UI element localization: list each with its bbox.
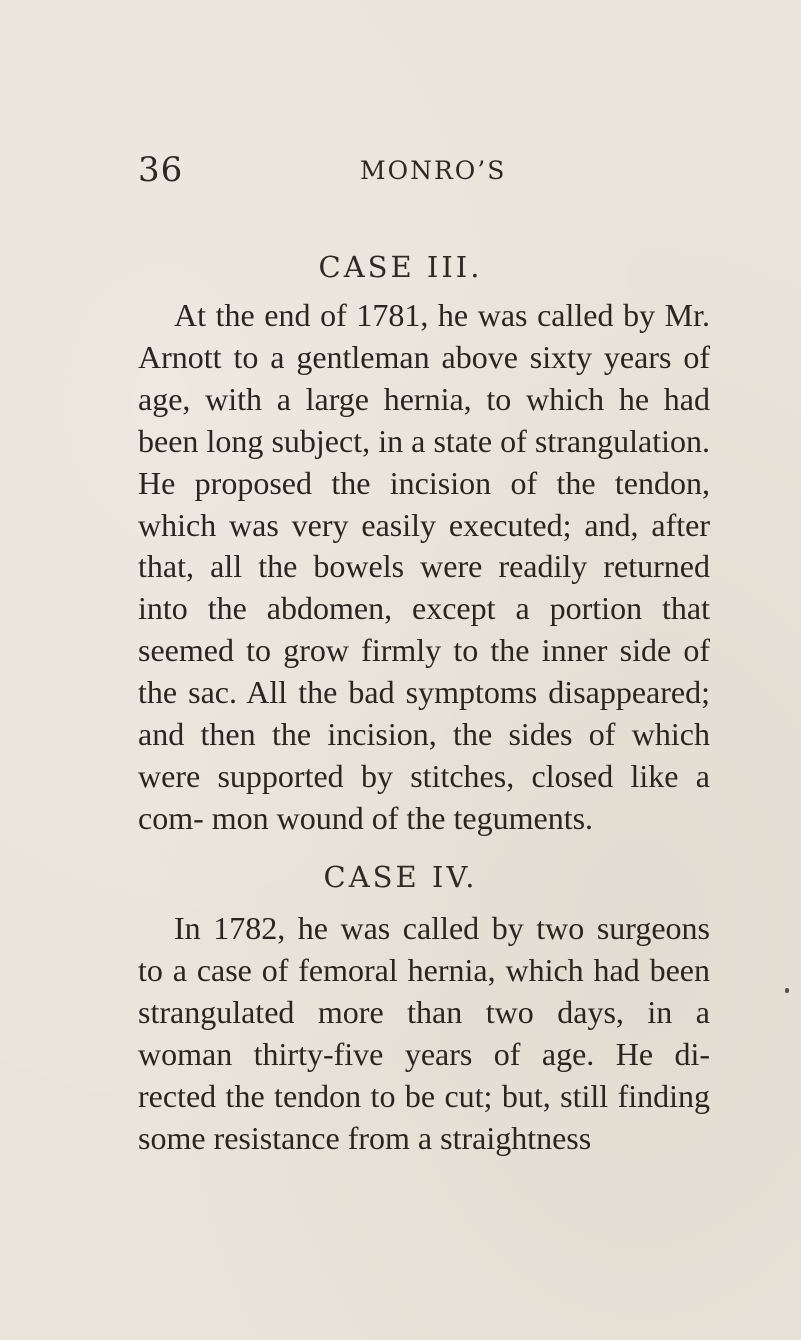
running-title: MONRO’S: [360, 156, 507, 185]
running-head: [138, 150, 710, 196]
case-iii-text: At the end of 1781, he was called by Mr. Arnott to a gentleman above sixty years of age, with a large hernia, to which he had been long subject, in a state of strangulation. He proposed the incision of the tendon, which was very easily executed; and, after that, all the bowels were readily returned into the abdomen, except a portion that seemed to grow firmly to the inner side of the sac. All the bad symptoms disappeared; and then the incision, the sides of which were supported by stitches, closed like a com- mon wound of the teguments.: [138, 297, 710, 836]
case-iv-paragraph: [138, 908, 710, 1159]
case-iv-heading: CASE IV.: [323, 860, 478, 894]
case-iii-heading: CASE III.: [318, 250, 483, 284]
case-iii-paragraph: [138, 295, 710, 840]
case-iv-text: In 1782, he was called by two surgeons to a case of femoral hernia, which had been strangulated more than two days, in a woman thirty-five years of age. He di- rected the tendon to be cut; but, still finding some resistance from a straightness: [138, 910, 710, 1156]
page-number: 36: [138, 150, 184, 190]
ink-speck: [785, 988, 789, 993]
